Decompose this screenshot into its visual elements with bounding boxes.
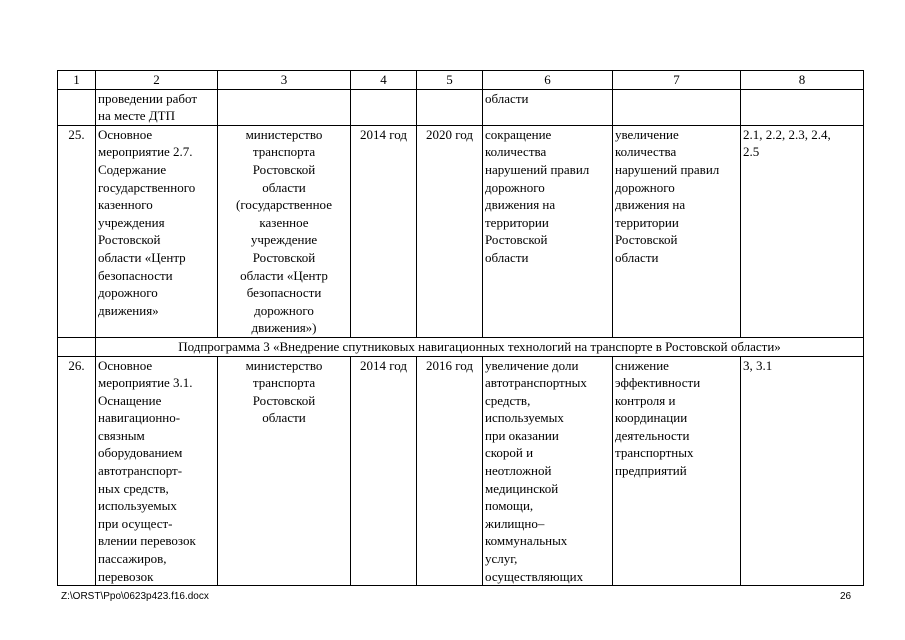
header-cell: 6 <box>483 71 613 90</box>
header-cell: 4 <box>351 71 417 90</box>
table-row-26 <box>58 356 864 586</box>
cell-consequence: снижение эффективности контроля и координации деятельности транспортных предприятий <box>613 356 741 586</box>
cell-end: 2016 год <box>417 356 483 586</box>
cell-number: 26. <box>58 356 96 586</box>
cell-activity: проведении работ на месте ДТП <box>96 89 218 125</box>
cell-activity: Основное мероприятие 3.1. Оснащение навигационно- связным оборудованием автотранспорт- ных средств, используемых при осущест- влении перевозок пассажиров, перевозок <box>96 356 218 586</box>
cell-end: 2020 год <box>417 125 483 337</box>
cell-indicators: 2.1, 2.2, 2.3, 2.4, 2.5 <box>741 125 864 337</box>
cell-start <box>351 89 417 125</box>
cell-executor: министерство транспорта Ростовской области <box>218 356 351 586</box>
section-title: Подпрограмма 3 «Внедрение спутниковых навигационных технологий на транспорте в Ростовской области» <box>96 337 864 356</box>
table-section-row <box>58 337 864 356</box>
cell-start: 2014 год <box>351 125 417 337</box>
cell-end <box>417 89 483 125</box>
section-spacer-cell <box>58 337 96 356</box>
cell-number <box>58 89 96 125</box>
header-cell: 8 <box>741 71 864 90</box>
table-row-continuation <box>58 89 864 125</box>
header-cell: 7 <box>613 71 741 90</box>
cell-number: 25. <box>58 125 96 337</box>
header-cell: 5 <box>417 71 483 90</box>
footer-page-number: 26 <box>840 591 852 602</box>
cell-consequence <box>613 89 741 125</box>
cell-executor: министерство транспорта Ростовской области (государственное казенное учреждение Ростовской области «Центр безопасности дорожного движения») <box>218 125 351 337</box>
footer-file-path: Z:\ORST\Ppo\0623p423.f16.docx <box>61 591 209 602</box>
header-cell: 3 <box>218 71 351 90</box>
cell-activity: Основное мероприятие 2.7. Содержание государственного казенного учреждения Ростовской области «Центр безопасности дорожного движения» <box>96 125 218 337</box>
table-header-row <box>58 71 864 90</box>
cell-executor <box>218 89 351 125</box>
cell-consequence: увеличение количества нарушений правил дорожного движения на территории Ростовской области <box>613 125 741 337</box>
header-cell: 1 <box>58 71 96 90</box>
cell-indicators <box>741 89 864 125</box>
cell-result: области <box>483 89 613 125</box>
cell-indicators: 3, 3.1 <box>741 356 864 586</box>
header-cell: 2 <box>96 71 218 90</box>
cell-result: сокращение количества нарушений правил дорожного движения на территории Ростовской области <box>483 125 613 337</box>
table-row-25 <box>58 125 864 337</box>
cell-start: 2014 год <box>351 356 417 586</box>
program-table <box>57 70 864 586</box>
cell-result: увеличение доли автотранспортных средств, используемых при оказании скорой и неотложной медицинской помощи, жилищно– коммунальных услуг, осуществляющих <box>483 356 613 586</box>
